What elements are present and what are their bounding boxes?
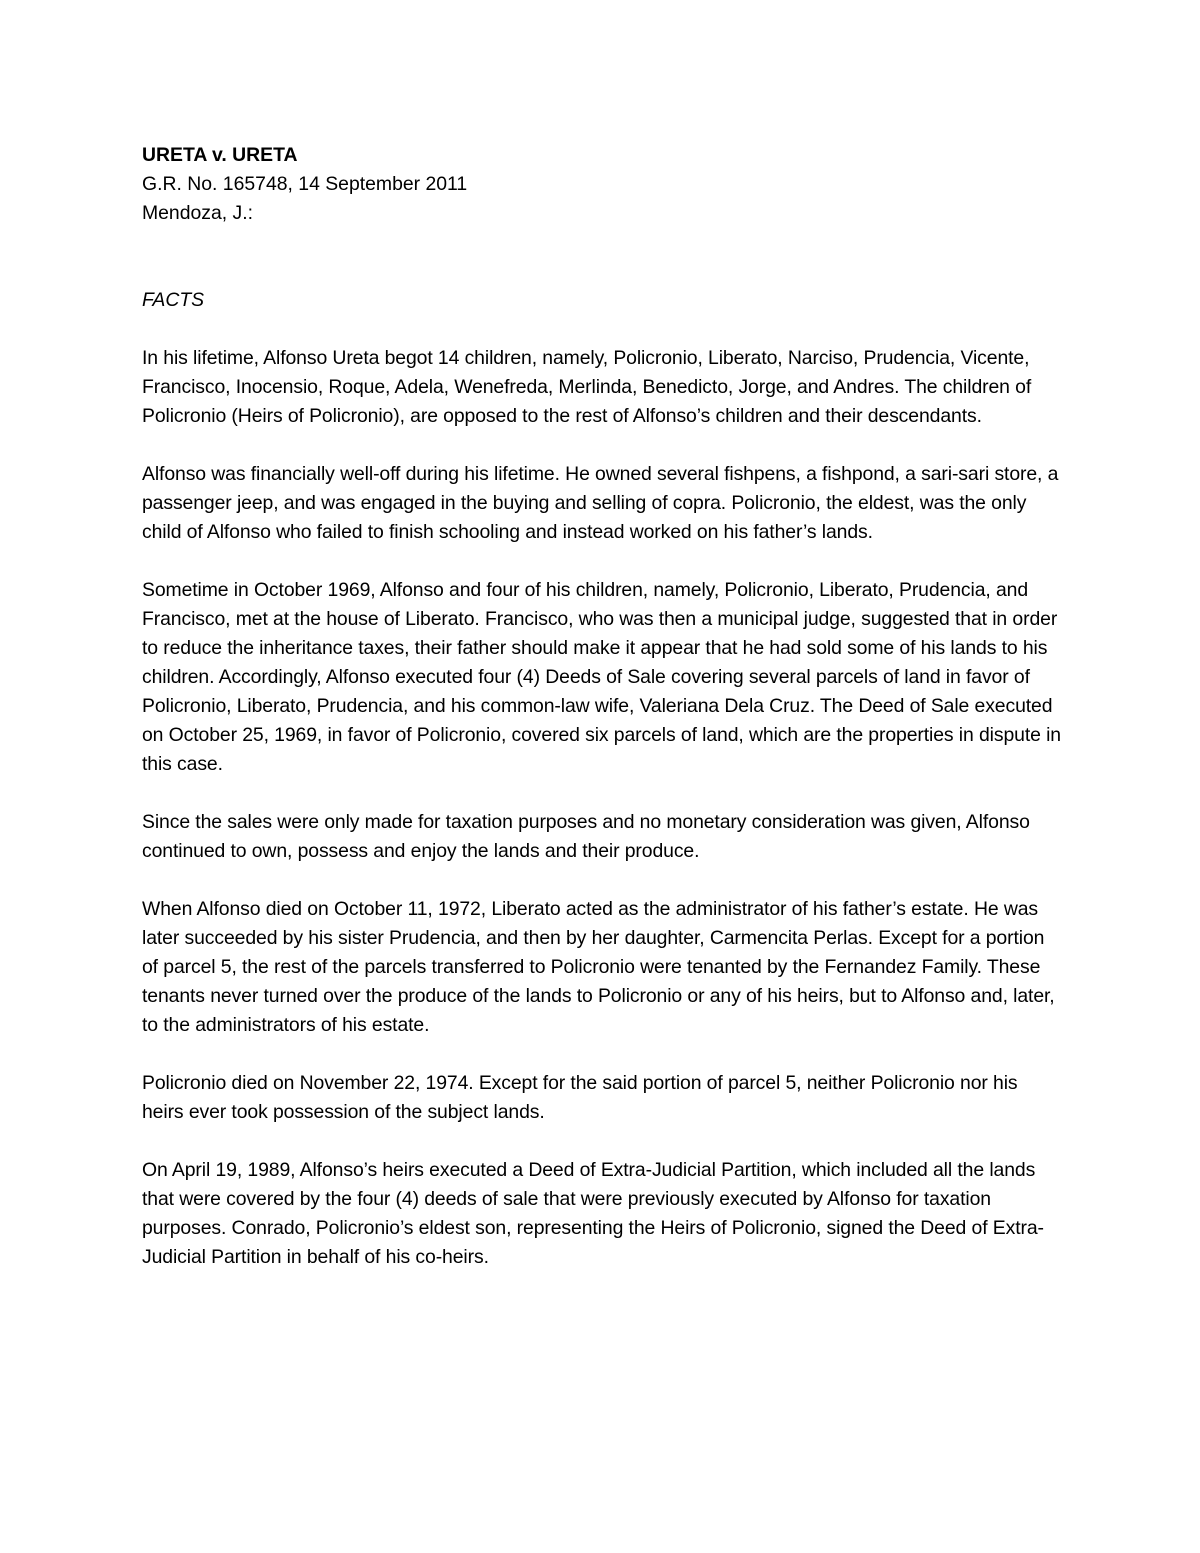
- facts-paragraph-6: Policronio died on November 22, 1974. Except for the said portion of parcel 5, neither Policronio nor his heirs ever took possession of the subject lands.: [142, 1072, 1018, 1123]
- case-citation: G.R. No. 165748, 14 September 2011: [142, 173, 468, 195]
- facts-paragraph-4: Since the sales were only made for taxation purposes and no monetary consideration was given, Alfonso continued to own, possess and enjoy the lands and their produce.: [142, 811, 1030, 862]
- facts-paragraph-3: Sometime in October 1969, Alfonso and four of his children, namely, Policronio, Liberato, Prudencia, and Francisco, met at the house of Liberato. Francisco, who was then a municipal judge, suggested that in order to reduce the inheritance taxes, their father should make it appear that he had sold some of his lands to his children. Accordingly, Alfonso executed four (4) Deeds of Sale covering several parcels of land in favor of Policronio, Liberato, Prudencia, and his common-law wife, Valeriana Dela Cruz. The Deed of Sale executed on October 25, 1969, in favor of Policronio, covered six parcels of land, which are the properties in dispute in this case.: [142, 579, 1061, 775]
- case-title: URETA v. URETA: [142, 144, 298, 166]
- facts-paragraph-5: When Alfonso died on October 11, 1972, Liberato acted as the administrator of his father’s estate. He was later succeeded by his sister Prudencia, and then by her daughter, Carmencita Perlas. Except for a portion of parcel 5, the rest of the parcels transferred to Policronio were tenanted by the Fernandez Family. These tenants never turned over the produce of the lands to Policronio or any of his heirs, but to Alfonso and, later, to the administrators of his estate.: [142, 898, 1055, 1036]
- facts-paragraph-1: In his lifetime, Alfonso Ureta begot 14 children, namely, Policronio, Liberato, Narciso, Prudencia, Vicente, Francisco, Inocensio, Roque, Adela, Wenefreda, Merlinda, Benedicto, Jorge, and Andres. The children of Policronio (Heirs of Policronio), are opposed to the rest of Alfonso’s children and their descendants.: [142, 347, 1032, 427]
- ponente: Mendoza, J.:: [142, 202, 254, 224]
- facts-paragraph-7: On April 19, 1989, Alfonso’s heirs executed a Deed of Extra-Judicial Partition, which included all the lands that were covered by the four (4) deeds of sale that were previously executed by Alfonso for taxation purposes. Conrado, Policronio’s eldest son, representing the Heirs of Policronio, signed the Deed of Extra-Judicial Partition in behalf of his co-heirs.: [142, 1159, 1044, 1268]
- facts-heading: FACTS: [142, 289, 205, 311]
- document-page: [142, 141, 1062, 1272]
- header-spacer: [142, 228, 1062, 286]
- facts-paragraph-2: Alfonso was financially well-off during his lifetime. He owned several fishpens, a fishpond, a sari-sari store, a passenger jeep, and was engaged in the buying and selling of copra. Policronio, the eldest, was the only child of Alfonso who failed to finish schooling and instead worked on his father’s lands.: [142, 463, 1059, 543]
